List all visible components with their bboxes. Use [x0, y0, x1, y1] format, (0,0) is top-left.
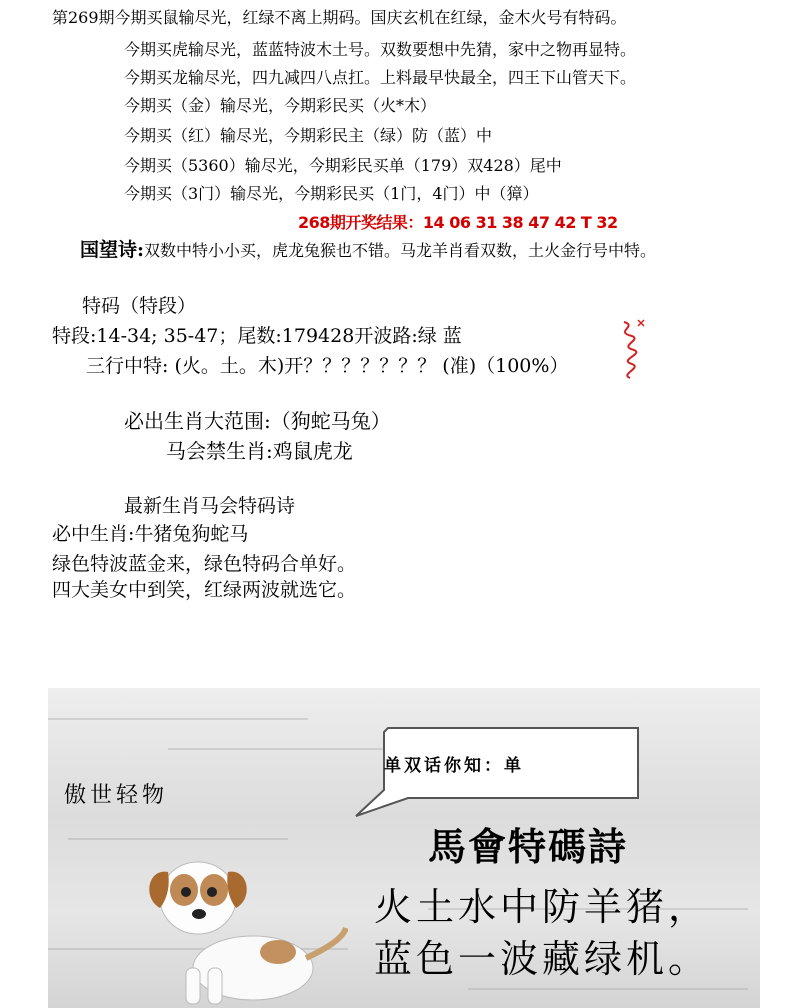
must-range: 必出生肖大范围:（狗蛇马兔）: [124, 409, 391, 433]
poem-text: 双数中特小小买，虎龙兔猴也不错。马龙羊肖看双数，土火金行号中特。: [144, 241, 657, 260]
special-range: 特段:14-34; 35-47；尾数:179428开波路:绿 蓝: [52, 325, 462, 347]
poem-line-2: 蓝色一波藏绿机。: [374, 937, 711, 981]
line-4: 今期买（金）输尽光，今期彩民买（火*木）: [124, 96, 437, 115]
squiggle-mark-icon: [616, 318, 646, 380]
poem-line-1: 火土水中防羊猪，: [374, 885, 711, 929]
latest-title: 最新生肖马会特码诗: [124, 495, 296, 517]
must-zodiac: 必中生肖:牛猪兔狗蛇马: [52, 523, 249, 545]
line-1: 第269期今期买鼠输尽光，红绿不离上期码。国庆玄机在红绿，金木火号有特码。: [52, 8, 627, 27]
banned-zodiac: 马会禁生肖:鸡鼠虎龙: [166, 439, 353, 463]
special-heading: 特码（特段）: [82, 295, 197, 317]
poem-label: 国望诗:: [80, 239, 145, 261]
line-6: 今期买（5360）输尽光，今期彩民买单（179）双428）尾中: [124, 156, 562, 175]
line-2: 今期买虎输尽光，蓝蓝特波木土号。双数要想中先猜，家中之物再显特。: [124, 40, 637, 59]
line-5: 今期买（红）输尽光，今期彩民主（绿）防（蓝）中: [124, 126, 493, 145]
verse-2: 四大美女中到笑，红绿两波就选它。: [52, 579, 357, 601]
puppy-image: [128, 828, 348, 1008]
verse-1: 绿色特波蓝金来，绿色特码合单好。: [52, 553, 357, 575]
three-elements: 三行中特: (火。土。木)开？？？？？？？ (准)（100%）: [86, 355, 569, 377]
sketch-text: 傲世轻物: [64, 783, 169, 808]
line-7: 今期买（3门）输尽光，今期彩民买（1门，4门）中（獐）: [124, 184, 539, 203]
poem-row: [80, 238, 656, 262]
draw-result: 268期开奖结果：14 06 31 38 47 42 T 32: [298, 213, 618, 232]
bubble-text: 单双话你知：单: [384, 756, 524, 776]
poem-title: 馬會特碼詩: [428, 824, 629, 869]
bottom-banner: [48, 688, 760, 1008]
line-3: 今期买龙输尽光，四九减四八点扛。上料最早快最全，四王下山管天下。: [124, 68, 637, 87]
